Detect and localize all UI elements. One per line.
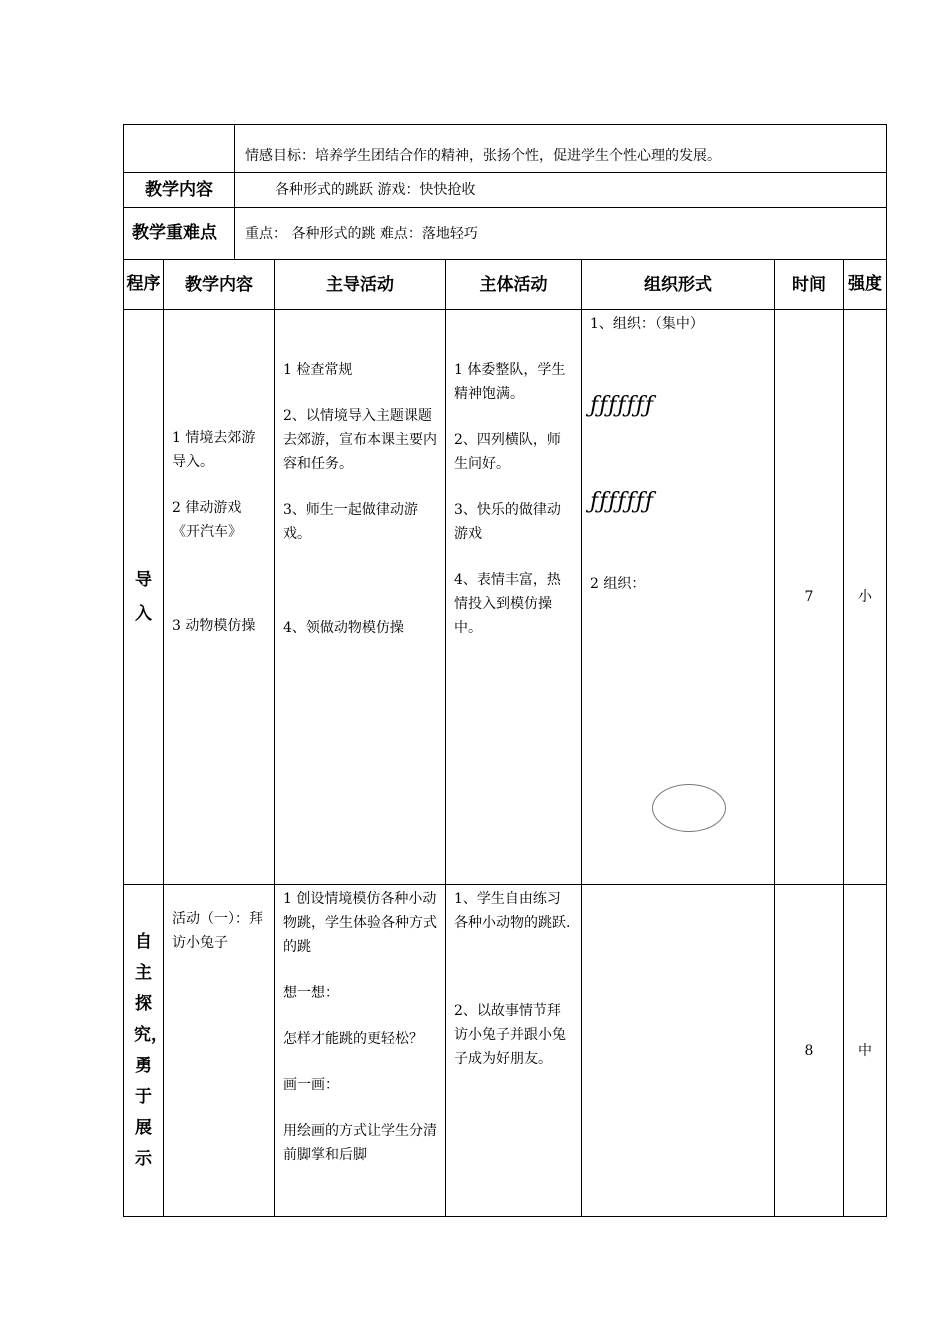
- lesson-plan-page: [123, 124, 886, 1217]
- lead-item: 1 检查常规: [283, 362, 353, 378]
- main-item: 1 体委整队，学生精神饱满。: [454, 362, 566, 402]
- main-item: 1、学生自由练习各种小动物的跳跃.: [454, 891, 571, 931]
- intensity-cell: 中: [844, 885, 887, 1217]
- emotion-goal-text: 情感目标：培养学生团结合作的精神，张扬个性，促进学生个性心理的发展。: [245, 148, 721, 164]
- lead-item: 4、领做动物模仿操: [283, 620, 404, 636]
- lead-item: 画一画：: [283, 1077, 339, 1093]
- main-cell: [446, 885, 582, 1217]
- main-item: 3、快乐的做律动游戏: [454, 502, 561, 542]
- header-intensity: 强度: [844, 260, 887, 310]
- lead-item: 怎样才能跳的更轻松？: [283, 1031, 423, 1047]
- header-main: 主体活动: [446, 260, 582, 310]
- header-org: 组织形式: [582, 260, 775, 310]
- lead-item: 2、以情境导入主题课题去郊游，宣布本课主要内容和任务。: [283, 408, 437, 472]
- lead-item: 用绘画的方式让学生分清前脚掌和后脚: [283, 1123, 437, 1163]
- content-item: 1 情境去郊游导入。: [172, 430, 256, 470]
- content-cell: [164, 310, 275, 885]
- header-content: 教学内容: [164, 260, 275, 310]
- org-cell: [582, 310, 775, 885]
- header-procedure: 程序: [124, 260, 164, 310]
- content-item: 2 律动游戏《开汽车》: [172, 500, 242, 540]
- table-row: [124, 885, 887, 1217]
- circle-formation-shape: [652, 784, 726, 832]
- top-table: [123, 124, 887, 260]
- lead-item: 想一想：: [283, 985, 339, 1001]
- content-cell: [164, 885, 275, 1217]
- main-cell: [446, 310, 582, 885]
- lead-item: 3、师生一起做律动游戏。: [283, 502, 418, 542]
- time-cell: 8: [775, 885, 844, 1217]
- header-time: 时间: [775, 260, 844, 310]
- content-item: 活动（一）：拜访小兔子: [172, 911, 263, 951]
- table-row: [124, 310, 887, 885]
- procedure-intro: 导入: [124, 310, 164, 885]
- time-cell: 7: [775, 310, 844, 885]
- content-label: 教学内容: [124, 173, 235, 208]
- formation-row-students: ƒƒƒƒƒƒƒ: [590, 489, 654, 514]
- empty-cell: [124, 125, 235, 173]
- formation-row-students: ƒƒƒƒƒƒƒ: [590, 393, 654, 418]
- intensity-cell: 小: [844, 310, 887, 885]
- lead-item: 1 创设情境模仿各种小动物跳，学生体验各种方式的跳: [283, 891, 437, 955]
- org1-label: 1、组织：（集中）: [590, 316, 704, 332]
- main-item: 2、以故事情节拜访小兔子并跟小兔子成为好朋友。: [454, 1003, 566, 1067]
- procedure-explore: 自主探究，勇于展示: [124, 885, 164, 1217]
- lead-cell: [275, 310, 446, 885]
- main-item: 4、表情丰富，热情投入到模仿操中。: [454, 572, 561, 636]
- main-table: [123, 259, 887, 1217]
- org-cell: [582, 885, 775, 1217]
- content-value: 各种形式的跳跃 游戏：快快抢收: [275, 182, 476, 198]
- main-item: 2、四列横队，师生问好。: [454, 432, 561, 472]
- org2-label: 2 组织：: [590, 576, 646, 592]
- lead-cell: [275, 885, 446, 1217]
- focus-value: 重点： 各种形式的跳 难点：落地轻巧: [245, 225, 478, 242]
- header-lead: 主导活动: [275, 260, 446, 310]
- content-item: 3 动物模仿操: [172, 618, 256, 634]
- focus-label: 教学重难点: [124, 208, 235, 260]
